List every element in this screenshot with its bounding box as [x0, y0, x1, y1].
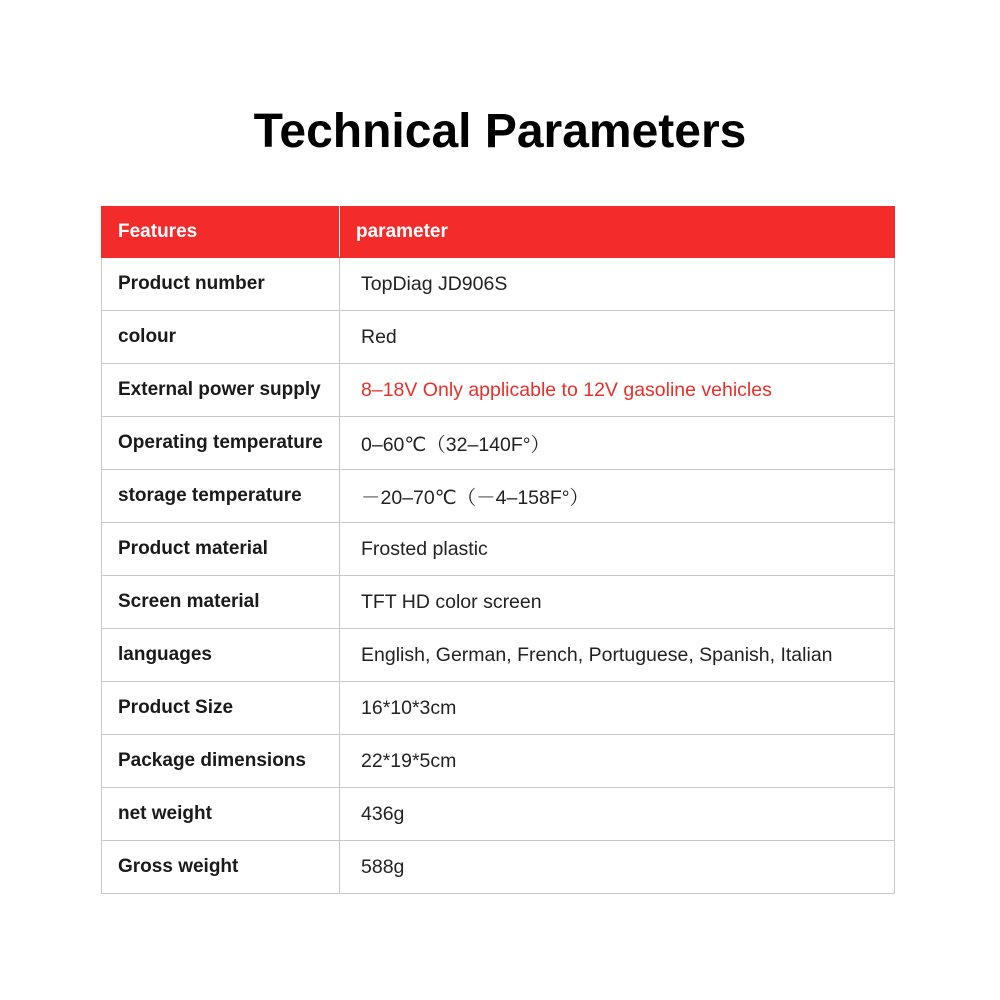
table-row	[102, 258, 895, 311]
parameter-value: 22*19*5cm	[340, 735, 895, 788]
table-row	[102, 629, 895, 682]
feature-label: languages	[102, 629, 340, 682]
parameter-value: TopDiag JD906S	[340, 258, 895, 311]
table-row	[102, 841, 895, 894]
feature-label: Product Size	[102, 682, 340, 735]
feature-label: colour	[102, 311, 340, 364]
parameter-value: －20–70℃（－4–158F°）	[340, 470, 895, 523]
feature-label: Product material	[102, 523, 340, 576]
column-header-features: Features	[102, 207, 340, 258]
parameter-value: TFT HD color screen	[340, 576, 895, 629]
table-row	[102, 788, 895, 841]
parameter-value-highlighted: 8–18V Only applicable to 12V gasoline vehicles	[340, 364, 895, 417]
column-header-parameter: parameter	[340, 207, 895, 258]
table-row	[102, 576, 895, 629]
table-row	[102, 311, 895, 364]
table-row	[102, 417, 895, 470]
table-row	[102, 682, 895, 735]
feature-label: net weight	[102, 788, 340, 841]
parameter-value: English, German, French, Portuguese, Spanish, Italian	[340, 629, 895, 682]
table-row	[102, 735, 895, 788]
parameter-value: 16*10*3cm	[340, 682, 895, 735]
feature-label: storage temperature	[102, 470, 340, 523]
parameter-value: 436g	[340, 788, 895, 841]
technical-parameters-table	[101, 206, 895, 894]
page-title: Technical Parameters	[253, 105, 747, 158]
table-row	[102, 364, 895, 417]
feature-label: Gross weight	[102, 841, 340, 894]
feature-label: Screen material	[102, 576, 340, 629]
parameter-value: 588g	[340, 841, 895, 894]
feature-label: Operating temperature	[102, 417, 340, 470]
feature-label: External power supply	[102, 364, 340, 417]
table-header-row	[102, 207, 895, 258]
table-row	[102, 523, 895, 576]
feature-label: Package dimensions	[102, 735, 340, 788]
feature-label: Product number	[102, 258, 340, 311]
parameter-value: 0–60℃（32–140F°）	[340, 417, 895, 470]
parameter-value: Red	[340, 311, 895, 364]
table-row	[102, 470, 895, 523]
parameter-value: Frosted plastic	[340, 523, 895, 576]
